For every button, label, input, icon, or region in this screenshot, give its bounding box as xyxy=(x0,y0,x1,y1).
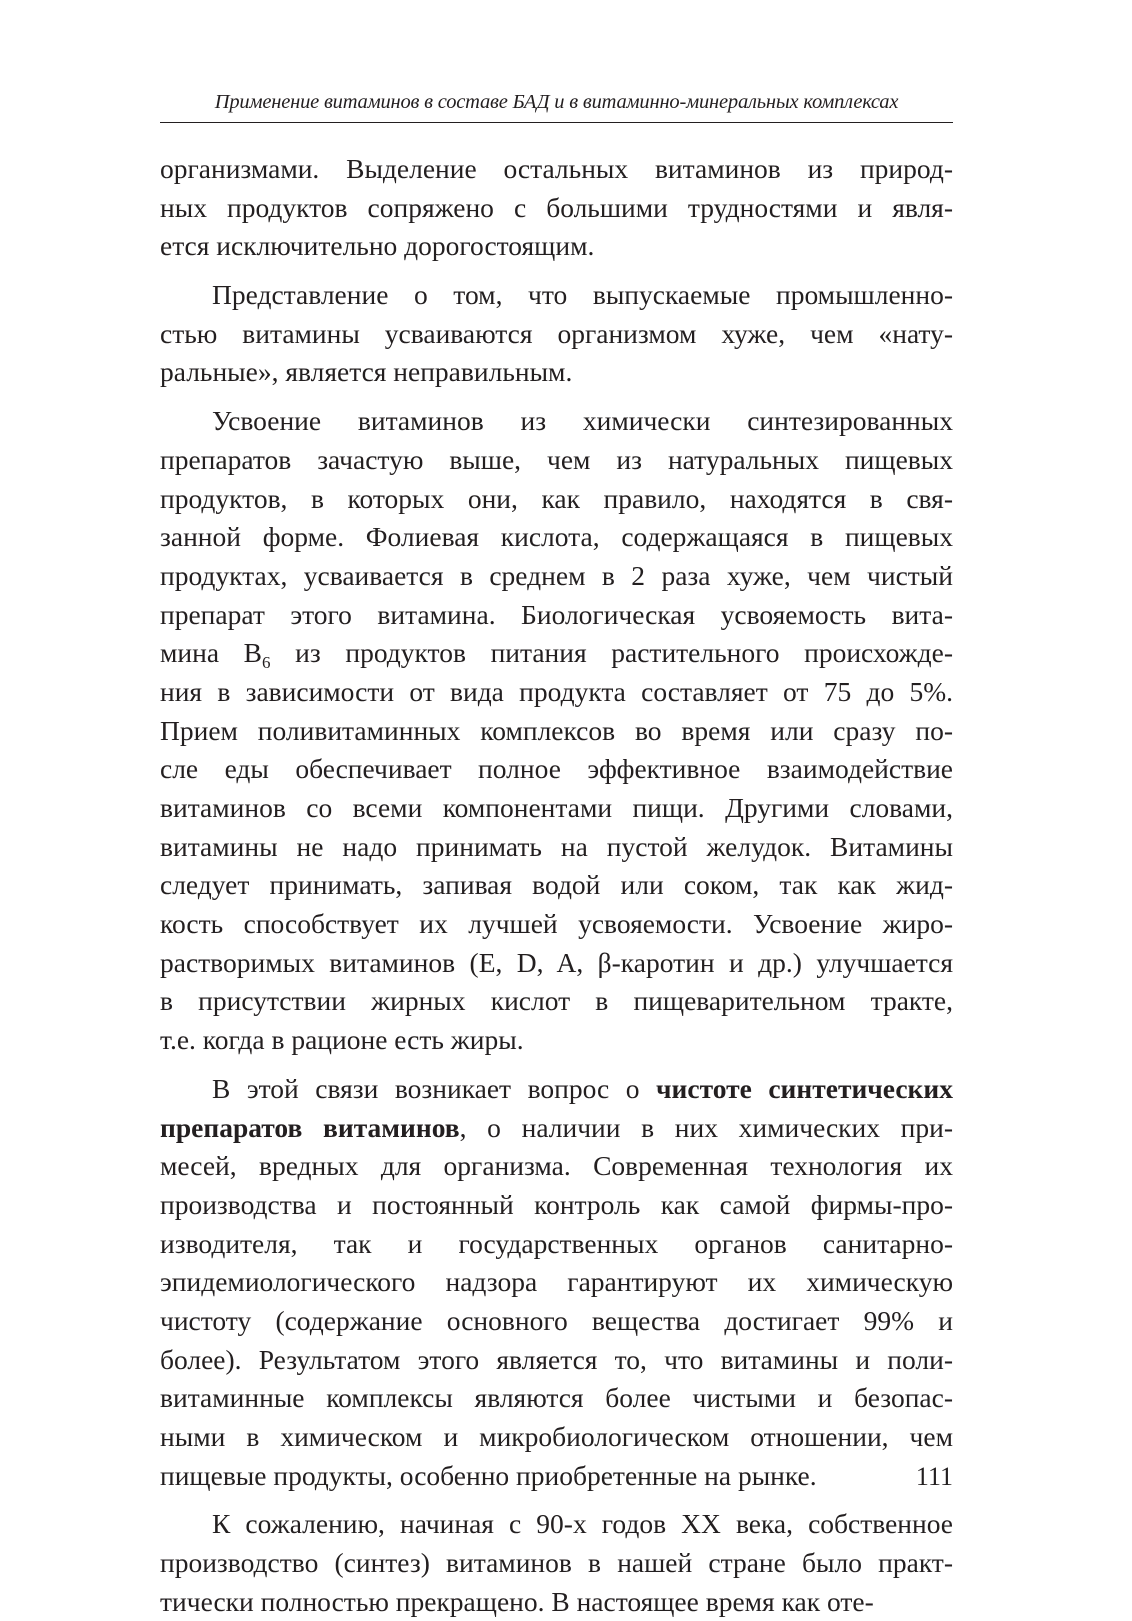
text-line: месей, вредных для организма. Современная технология их xyxy=(160,1150,953,1182)
paragraph-gap xyxy=(160,392,953,402)
text-line: витаминов со всеми компонентами пищи. Другими словами, xyxy=(160,792,953,823)
text-line: т.е. когда в рационе есть жиры. xyxy=(160,1024,524,1056)
text-line: продуктах, усваивается в среднем в 2 раза хуже, чем чистый xyxy=(160,559,953,591)
text-line: эпидемиологического надзора гарантируют их химическую xyxy=(160,1266,953,1298)
text-run: В этой связи возникает вопрос о xyxy=(212,1072,657,1104)
paragraph-gap xyxy=(160,266,953,276)
paragraph-gap xyxy=(160,1060,953,1070)
text-line: кость способствует их лучшей усвояемости. Усвоение жиро- xyxy=(160,908,953,940)
text-run: , о наличии в них химических при- xyxy=(459,1111,953,1143)
text-line: в присутствии жирных кислот в пищеварительном тракте, xyxy=(160,985,953,1017)
body-text xyxy=(160,150,953,1621)
text-line: ния в зависимости от вида продукта составляет от 75 до 5%. xyxy=(160,675,953,707)
text-line: более). Результатом этого является то, что витамины и поли- xyxy=(160,1343,953,1375)
text-line: продуктов, в которых они, как правило, находятся в свя- xyxy=(160,482,953,514)
text-line: ными в химическом и микробиологическом отношении, чем xyxy=(160,1421,953,1452)
text-line: препарат этого витамина. Биологическая усвояемость вита- xyxy=(160,598,953,630)
text-line: стью витамины усваиваются организмом хуже, чем «нату- xyxy=(160,317,953,349)
paragraph xyxy=(160,1070,953,1496)
text-line xyxy=(160,1109,953,1148)
paragraph xyxy=(160,276,953,392)
page-number: 111 xyxy=(915,1462,953,1491)
text-run: мина В xyxy=(160,637,263,669)
text-line: изводителя, так и государственных органов санитарно- xyxy=(160,1227,953,1259)
text-line: чистоту (содержание основного вещества достигает 99% и xyxy=(160,1304,953,1336)
text-line xyxy=(160,1070,953,1109)
text-line xyxy=(160,634,953,673)
text-line: пищевые продукты, особенно приобретенные на рынке. xyxy=(160,1459,817,1491)
text-line: растворимых витаминов (E, D, A, β-каротин и др.) улучшается xyxy=(160,946,953,978)
text-line: витаминные комплексы являются более чистыми и безопас- xyxy=(160,1382,953,1414)
bold-term: препаратов витаминов xyxy=(160,1111,460,1143)
text-line: занной форме. Фолиевая кислота, содержащаяся в пищевых xyxy=(160,521,953,553)
bold-term: чистоте синтетических xyxy=(656,1072,953,1104)
text-line: следует принимать, запивая водой или соком, так как жид- xyxy=(160,869,953,901)
paragraph xyxy=(160,402,953,1060)
paragraph-gap xyxy=(160,1495,953,1505)
text-line: тически полностью прекращено. В настоящее время как оте- xyxy=(160,1585,874,1617)
text-line: организмами. Выделение остальных витаминов из природ- xyxy=(160,153,953,184)
text-line: Прием поливитаминных комплексов во время или сразу по- xyxy=(160,714,953,746)
text-line: ных продуктов сопряжено с большими трудностями и явля- xyxy=(160,191,953,223)
paragraph xyxy=(160,150,953,266)
text-line: Представление о том, что выпускаемые промышленно- xyxy=(212,279,953,311)
text-line: витамины не надо принимать на пустой желудок. Витамины xyxy=(160,830,953,862)
header-rule xyxy=(160,122,953,123)
running-head: Применение витаминов в составе БАД и в витаминно-минеральных комплексах xyxy=(214,91,899,113)
text-line: ральные», является неправильным. xyxy=(160,356,573,388)
text-line: Усвоение витаминов из химически синтезированных xyxy=(212,405,953,437)
paragraph xyxy=(160,1505,953,1621)
text-line: ется исключительно дорогостоящим. xyxy=(160,230,595,262)
text-line: К сожалению, начиная с 90-х годов XX века, собственное xyxy=(212,1508,953,1540)
text-line: сле еды обеспечивает полное эффективное взаимодействие xyxy=(160,753,953,785)
text-line: производство (синтез) витаминов в нашей стране было практ- xyxy=(160,1547,953,1579)
subscript: 6 xyxy=(262,653,271,673)
text-line: препаратов зачастую выше, чем из натуральных пищевых xyxy=(160,443,953,475)
text-run: из продуктов питания растительного происхожде- xyxy=(270,637,953,669)
text-line: производства и постоянный контроль как самой фирмы-про- xyxy=(160,1188,953,1220)
